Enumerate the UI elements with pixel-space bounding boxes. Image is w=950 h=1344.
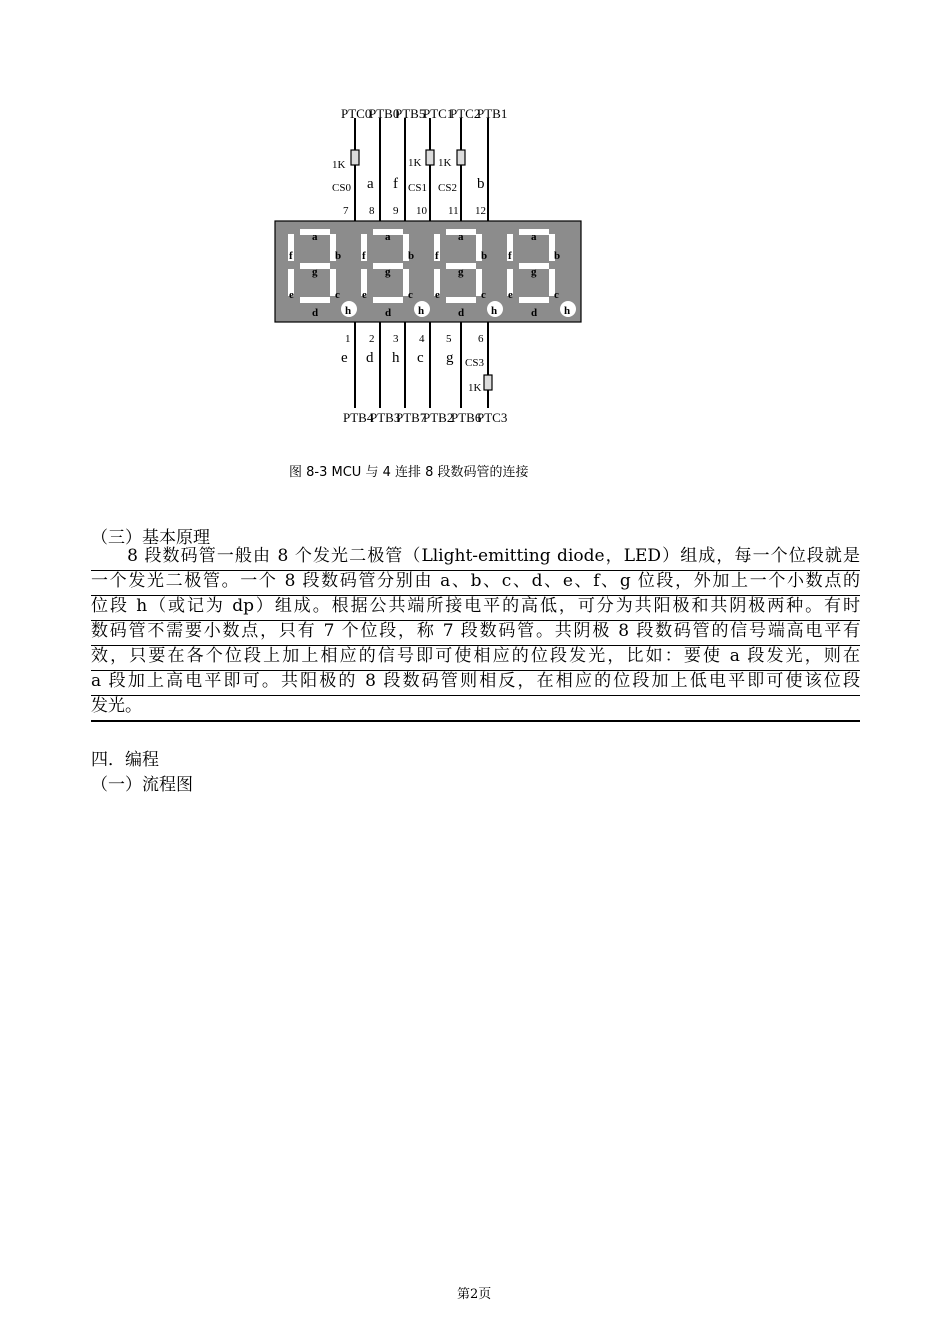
top-signal-label: f: [393, 176, 398, 192]
segment-label: f: [362, 250, 366, 262]
paragraph-line: 数码管不需要小数点，只有 7 个位段，称 7 段数码管。共阴极 8 段数码管的信号端高电平有: [91, 620, 860, 646]
pin-number: 7: [343, 205, 349, 217]
segment-label: h: [345, 305, 352, 317]
section-heading-program: 四．编程: [91, 750, 159, 770]
bottom-signal-label: e: [341, 350, 348, 366]
bottom-pin-label: PTB7: [396, 410, 427, 425]
top-signal-label: CS2: [438, 182, 457, 194]
paragraph-line: 效，只要在各个位段上加上相应的信号即可使相应的位段发光，比如：要使 a 段发光，则在: [91, 645, 860, 671]
top-signal-label: CS0: [332, 182, 351, 194]
bottom-pin-label: PTB3: [370, 410, 401, 425]
segment-label: d: [458, 307, 465, 319]
bottom-signal-label: h: [392, 350, 400, 366]
segment-label: e: [435, 289, 440, 301]
display-connection-diagram: [0, 0, 950, 480]
paragraph-line: 发光。: [91, 695, 860, 722]
segment-label: c: [335, 289, 340, 301]
section-heading-flowchart: （一）流程图: [91, 775, 193, 795]
pin-number: 11: [448, 205, 459, 217]
segment-label: f: [435, 250, 439, 262]
segment-label: g: [385, 266, 391, 278]
paragraph-line: 8 段数码管一般由 8 个发光二极管（Llight-emitting diode，LED）组成，每一个位段就是: [91, 545, 860, 571]
segment-label: c: [554, 289, 559, 301]
segment-label: g: [312, 266, 318, 278]
segment-label: h: [564, 305, 571, 317]
bottom-pin-label: PTB4: [343, 410, 374, 425]
segment-label: f: [508, 250, 512, 262]
bottom-signal-label: CS3: [465, 357, 484, 369]
pin-number: 2: [369, 333, 375, 345]
segment-label: e: [508, 289, 513, 301]
bottom-signal-label: g: [446, 350, 454, 366]
segment-d: [446, 297, 476, 303]
pin-number: 9: [393, 205, 399, 217]
resistor-label: 1K: [468, 382, 482, 394]
segment-label: g: [531, 266, 537, 278]
paragraph-line: 位段 h（或记为 dp）组成。根据公共端所接电平的高低，可分为共阳极和共阴极两种。有时: [91, 595, 860, 621]
segment-label: e: [289, 289, 294, 301]
resistor-cs1: [426, 150, 434, 165]
segment-d: [519, 297, 549, 303]
bottom-signal-label: c: [417, 350, 424, 366]
paragraph-line: 一个发光二极管。一个 8 段数码管分别由 a、b、c、d、e、f、g 位段，外加上一个小数点的: [91, 570, 860, 596]
pin-number: 3: [393, 333, 399, 345]
top-signal-label: a: [367, 176, 374, 192]
top-pin-label: PTB5: [395, 106, 426, 121]
resistor-cs0: [351, 150, 359, 165]
segment-label: h: [491, 305, 498, 317]
resistor-cs3: [484, 375, 492, 390]
segment-label: c: [408, 289, 413, 301]
pin-number: 8: [369, 205, 375, 217]
segment-label: b: [408, 250, 415, 262]
segment-label: g: [458, 266, 464, 278]
resistor-cs2: [457, 150, 465, 165]
bottom-pin-label: PTB6: [451, 410, 482, 425]
top-pin-label: PTC1: [423, 106, 454, 121]
top-pin-label: PTC2: [450, 106, 481, 121]
segment-label: e: [362, 289, 367, 301]
bottom-signal-label: d: [366, 350, 374, 366]
segment-d: [373, 297, 403, 303]
pin-number: 1: [345, 333, 351, 345]
top-pin-label: PTB1: [477, 106, 508, 121]
segment-label: b: [554, 250, 561, 262]
segment-label: d: [312, 307, 319, 319]
pin-number: 5: [446, 333, 452, 345]
top-signal-label: b: [477, 176, 485, 192]
segment-label: b: [481, 250, 488, 262]
page-number: 第2页: [457, 1287, 492, 1302]
segment-d: [300, 297, 330, 303]
segment-label: a: [312, 231, 318, 243]
segment-label: c: [481, 289, 486, 301]
resistor-label: 1K: [438, 157, 452, 169]
segment-label: d: [385, 307, 392, 319]
segment-label: f: [289, 250, 293, 262]
segment-label: a: [458, 231, 464, 243]
section-heading-basic: （三）基本原理: [91, 528, 210, 548]
pin-number: 4: [419, 333, 425, 345]
paragraph-line: a 段加上高电平即可。共阳极的 8 段数码管则相反，在相应的位段加上低电平即可使该位段: [91, 670, 860, 696]
top-pin-label: PTC0: [341, 106, 372, 121]
resistor-label: 1K: [332, 159, 346, 171]
segment-label: h: [418, 305, 425, 317]
segment-label: a: [531, 231, 537, 243]
top-pin-label: PTB0: [369, 106, 400, 121]
segment-label: a: [385, 231, 391, 243]
segment-label: b: [335, 250, 342, 262]
bottom-pin-label: PTB2: [423, 410, 454, 425]
figure-caption: 图 8-3 MCU 与 4 连排 8 段数码管的连接: [289, 465, 529, 480]
pin-number: 12: [475, 205, 486, 217]
segment-label: d: [531, 307, 538, 319]
top-signal-label: CS1: [408, 182, 427, 194]
bottom-pin-label: PTC3: [477, 410, 508, 425]
pin-number: 6: [478, 333, 484, 345]
pin-number: 10: [416, 205, 427, 217]
resistor-label: 1K: [408, 157, 422, 169]
